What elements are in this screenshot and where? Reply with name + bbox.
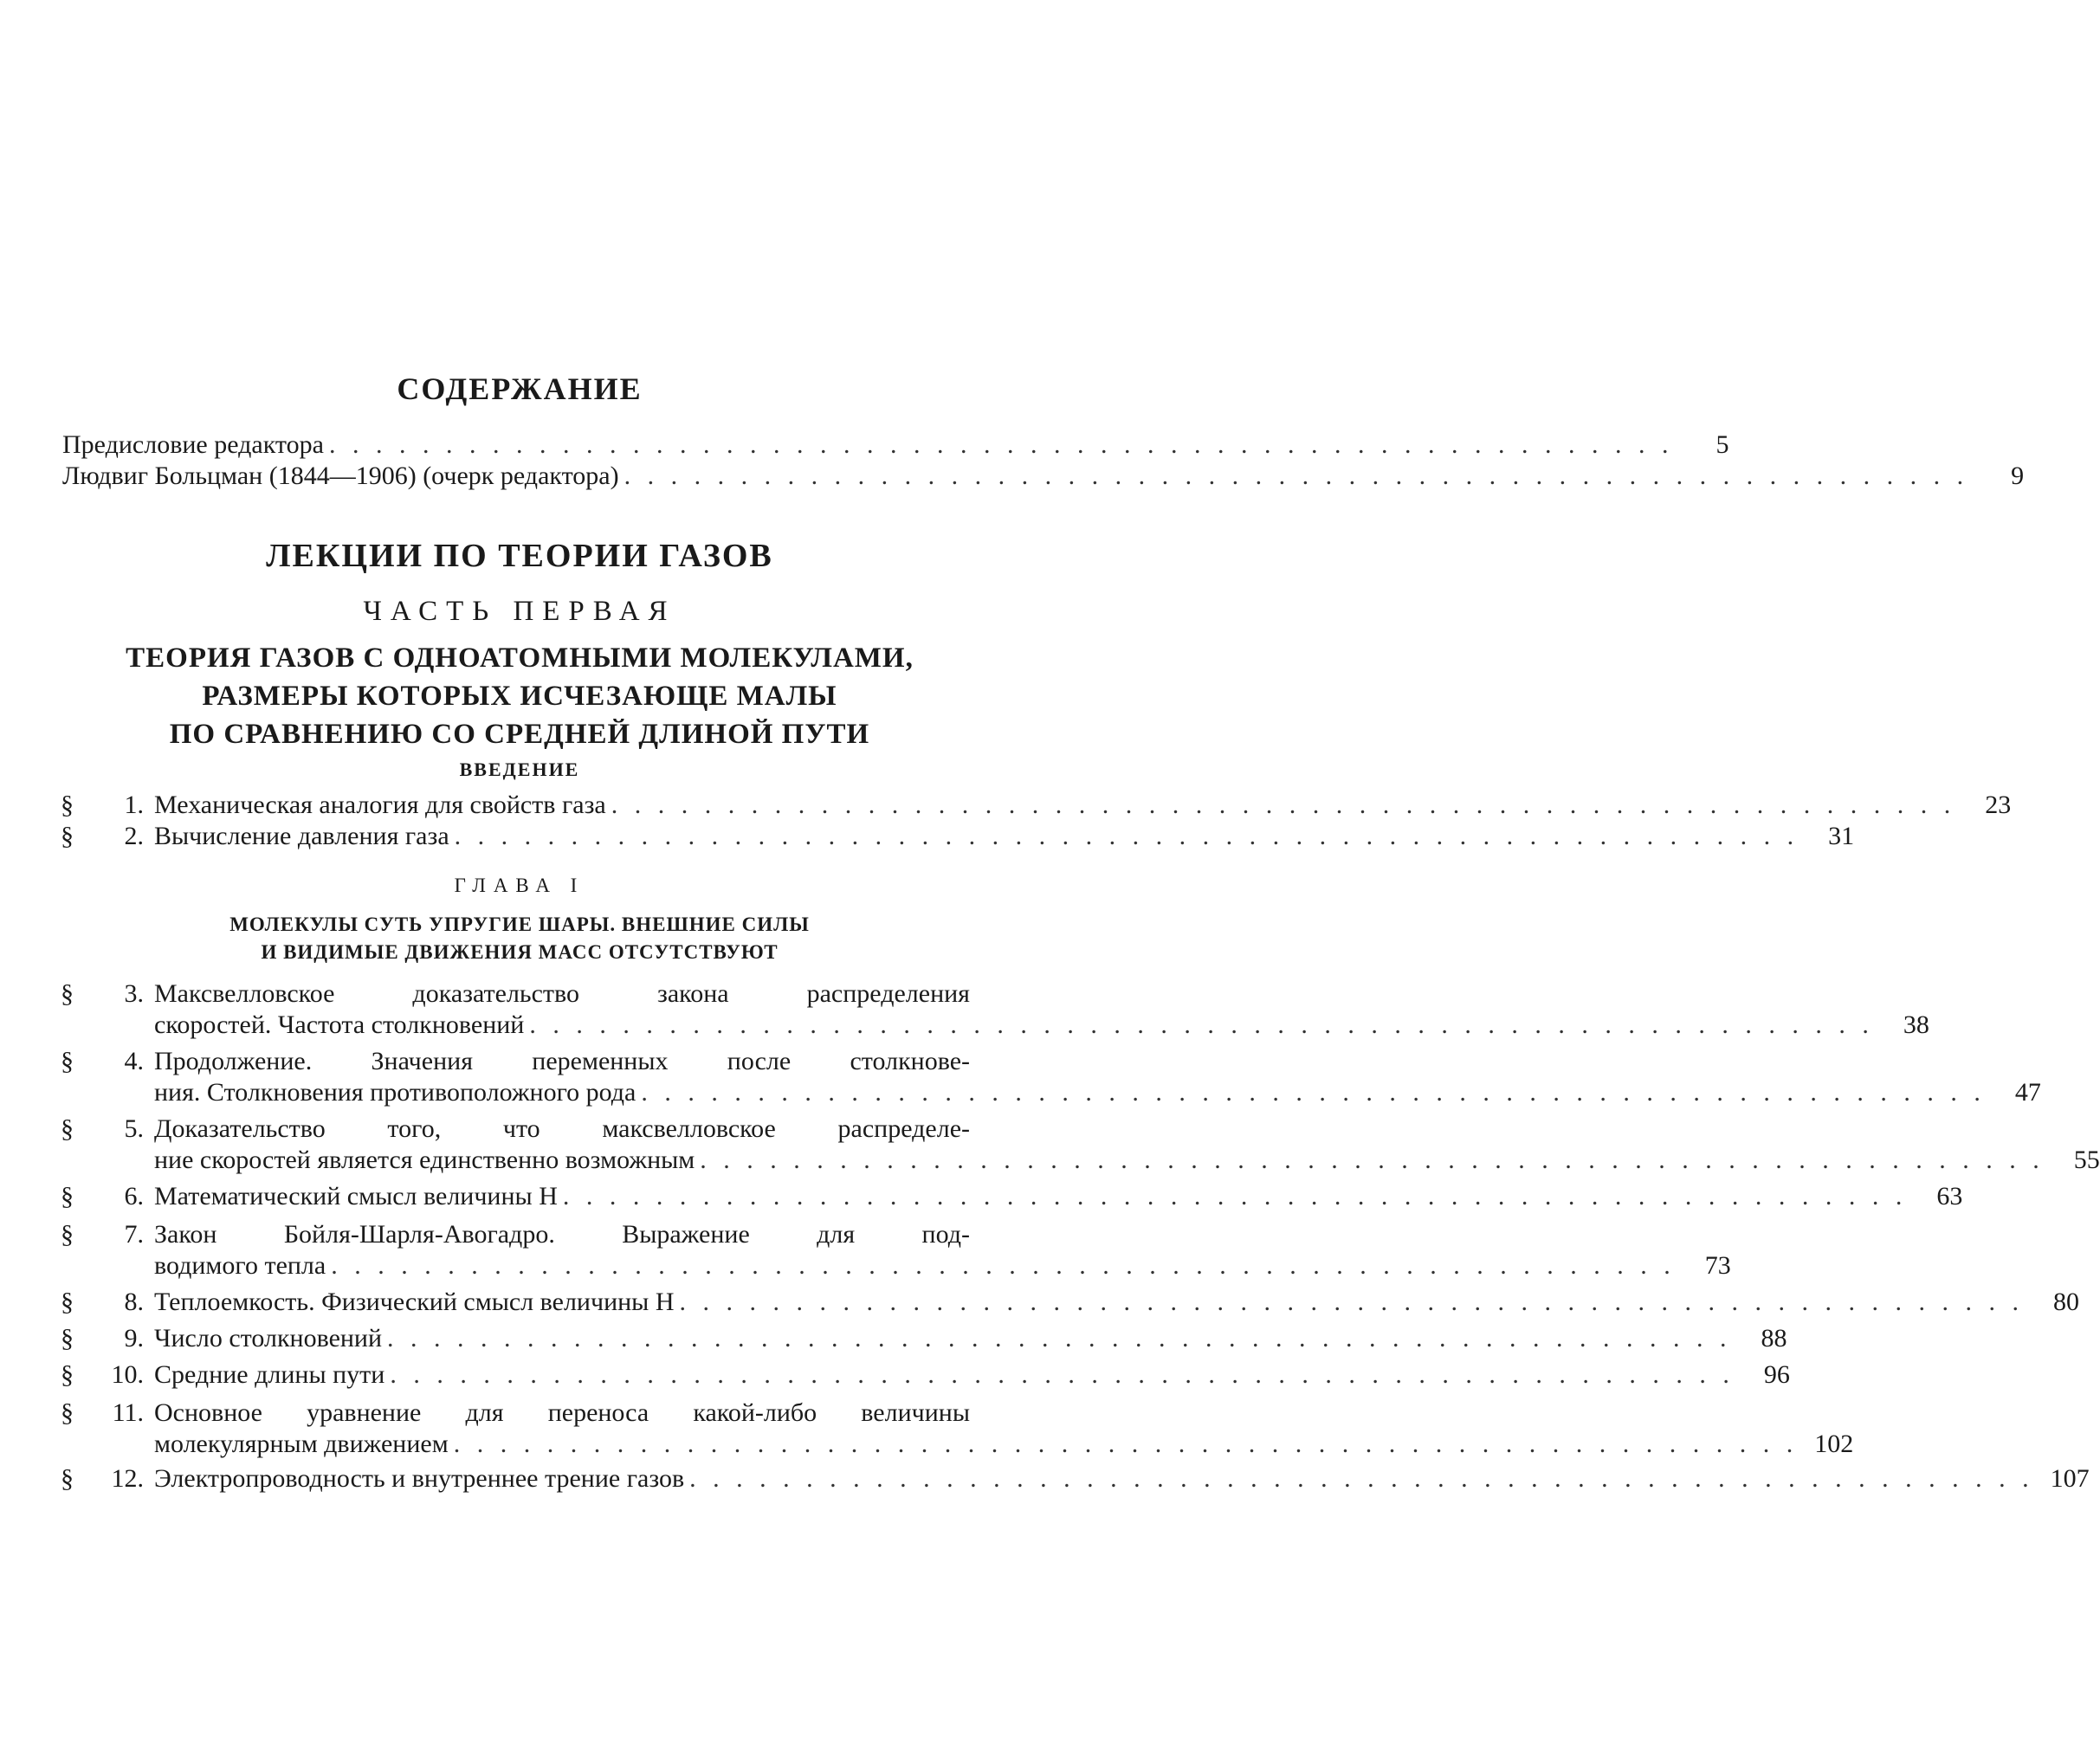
- section-sign: §: [61, 822, 74, 850]
- chapter-title-line: И ВИДИМЫЕ ДВИЖЕНИЯ МАСС ОТСУТСТВУЮТ: [261, 941, 779, 963]
- section-number: 8.: [124, 1288, 144, 1316]
- leader-dots: [390, 1359, 1735, 1391]
- chapter-title-line: МОЛЕКУЛЫ СУТЬ УПРУГИЕ ШАРЫ. ВНЕШНИЕ СИЛЫ: [229, 914, 810, 935]
- section-title-continued: молекулярным движением: [154, 1430, 449, 1458]
- section-title: Доказательство того, что максвелловское распределе-: [154, 1114, 970, 1143]
- section-sign: §: [61, 1288, 74, 1316]
- part-title: [52, 639, 987, 753]
- chapter-title: [52, 911, 987, 966]
- section-title: Механическая аналогия для свойств газа: [154, 791, 606, 819]
- leader-dots: [563, 1181, 1908, 1212]
- section-sign: §: [61, 1220, 74, 1249]
- section-sign: §: [61, 791, 74, 819]
- leader-dots: [641, 1077, 1986, 1108]
- section-title: Электропроводность и внутреннее трение газов: [154, 1464, 685, 1493]
- section-sign: §: [61, 1398, 74, 1427]
- leader-dots: [680, 1287, 2025, 1318]
- section-number: 10.: [111, 1360, 144, 1389]
- section-title-continued: скоростей. Частота столкновений: [154, 1010, 525, 1039]
- toc-entry-title: Предисловие редактора: [62, 430, 324, 459]
- toc-page-number: 96: [1763, 1360, 1790, 1389]
- leader-dots: [529, 1010, 1874, 1041]
- section-number: 4.: [124, 1047, 144, 1075]
- toc-page-number: 5: [1716, 430, 1729, 459]
- part-title-line: РАЗМЕРЫ КОТОРЫХ ИСЧЕЗАЮЩЕ МАЛЫ: [202, 681, 837, 712]
- toc-page-number: 80: [2053, 1288, 2079, 1316]
- chapter-label: ГЛАВА I: [454, 875, 585, 896]
- toc-page-number: 31: [1828, 822, 1855, 850]
- section-sign: §: [61, 1047, 74, 1075]
- section-title: Теплоемкость. Физический смысл величины H: [154, 1288, 675, 1316]
- section-title-continued: водимого тепла: [154, 1251, 326, 1280]
- section-sign: §: [61, 1324, 74, 1353]
- leader-dots: [331, 1250, 1676, 1281]
- toc-page-number: 55: [2073, 1146, 2100, 1174]
- section-number: 7.: [124, 1220, 144, 1249]
- section-title: Математический смысл величины H: [154, 1182, 558, 1210]
- section-sign: §: [61, 1464, 74, 1493]
- toc-page-number: 107: [2050, 1464, 2090, 1493]
- section-number: 6.: [124, 1182, 144, 1210]
- section-number: 11.: [112, 1398, 144, 1427]
- section-number: 3.: [124, 979, 144, 1008]
- toc-entry-title: Людвиг Больцман (1844—1906) (очерк редактора): [62, 462, 619, 490]
- section-title: Закон Бойля-Шарля-Авогадро. Выражение для под-: [154, 1220, 970, 1249]
- toc-page-number: 102: [1814, 1430, 1854, 1458]
- section-number: 12.: [111, 1464, 144, 1493]
- contents-title: СОДЕРЖАНИЕ: [397, 371, 643, 406]
- intro-heading: ВВЕДЕНИЕ: [459, 759, 580, 780]
- section-title: Основное уравнение для переноса какой-либо величины: [154, 1398, 970, 1427]
- section-title-continued: ния. Столкновения противоположного рода: [154, 1078, 636, 1107]
- toc-page-number: 63: [1936, 1182, 1963, 1210]
- section-title-continued: ние скоростей является единственно возможным: [154, 1146, 695, 1174]
- leader-dots: [624, 461, 1969, 492]
- section-title: Средние длины пути: [154, 1360, 385, 1389]
- section-title: Продолжение. Значения переменных после столкнове-: [154, 1047, 970, 1075]
- section-sign: §: [61, 1360, 74, 1389]
- leader-dots: [329, 429, 1674, 461]
- toc-page-number: 88: [1761, 1324, 1787, 1353]
- section-title: Максвелловское доказательство закона распределения: [154, 979, 970, 1008]
- part-title-line: ПО СРАВНЕНИЮ СО СРЕДНЕЙ ДЛИНОЙ ПУТИ: [169, 719, 870, 750]
- toc-page-number: 47: [2014, 1078, 2041, 1107]
- toc-page-number: 38: [1903, 1010, 1929, 1039]
- leader-dots: [611, 790, 1956, 821]
- section-number: 2.: [124, 822, 144, 850]
- book-title: ЛЕКЦИИ ПО ТЕОРИИ ГАЗОВ: [266, 538, 773, 574]
- section-sign: §: [61, 1182, 74, 1210]
- part-label: ЧАСТЬ ПЕРВАЯ: [363, 596, 676, 627]
- section-number: 1.: [124, 791, 144, 819]
- toc-page-number: 23: [1985, 791, 2012, 819]
- section-sign: §: [61, 979, 74, 1008]
- section-number: 9.: [124, 1324, 144, 1353]
- leader-dots: [455, 821, 1800, 852]
- leader-dots: [454, 1429, 1799, 1460]
- section-sign: §: [61, 1114, 74, 1143]
- leader-dots: [689, 1463, 2034, 1495]
- section-number: 5.: [124, 1114, 144, 1143]
- leader-dots: [387, 1323, 1732, 1354]
- section-title: Вычисление давления газа: [154, 822, 449, 850]
- toc-page-number: 73: [1704, 1251, 1731, 1280]
- toc-page-number: 9: [2011, 462, 2025, 490]
- section-title: Число столкновений: [154, 1324, 383, 1353]
- leader-dots: [700, 1145, 2045, 1176]
- part-title-line: ТЕОРИЯ ГАЗОВ С ОДНОАТОМНЫМИ МОЛЕКУЛАМИ,: [126, 642, 914, 674]
